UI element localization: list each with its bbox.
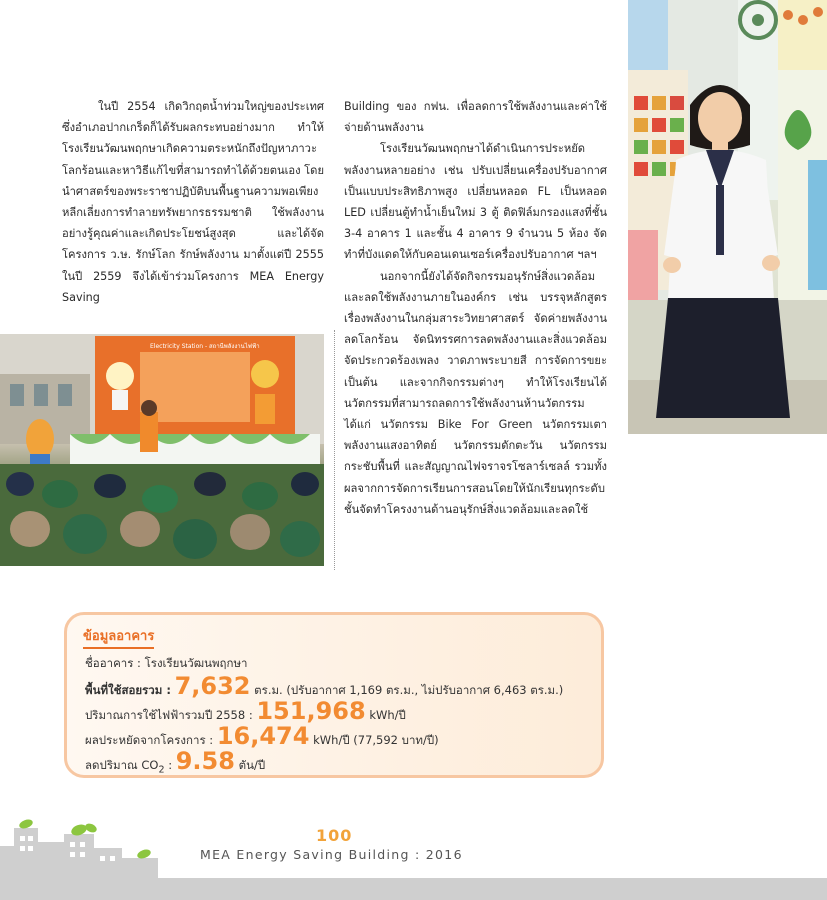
- info-box-title: ข้อมูลอาคาร: [83, 625, 154, 649]
- co2-reduction-label: ลดปริมาณ CO: [85, 758, 159, 772]
- project-saving-label: ผลประหยัดจากโครงการ :: [85, 733, 214, 747]
- project-saving-suffix: kWh/ปี (77,592 บาท/ปี): [313, 733, 439, 747]
- page-number: 100: [316, 826, 353, 845]
- building-name-row: ชื่ออาคาร : โรงเรียนวัฒนพฤกษา: [85, 656, 248, 670]
- co2-reduction-unit: ตัน/ปี: [238, 758, 266, 772]
- project-saving-row: [85, 722, 439, 750]
- city-skyline-icon: [0, 812, 170, 882]
- co2-reduction-value: 9.58: [175, 747, 235, 775]
- electricity-use-unit: kWh/ปี: [369, 708, 406, 722]
- column-divider: [334, 330, 335, 570]
- co2-reduction-row: [85, 747, 265, 775]
- usable-area-suffix: ตร.ม. (ปรับอากาศ 1,169 ตร.ม., ไม่ปรับอากาศ 6,463 ตร.ม.): [254, 683, 564, 697]
- article-paragraph-measures: โรงเรียนวัฒนพฤกษาได้ดำเนินการประหยัดพลังงานหลายอย่าง เช่น ปรับเปลี่ยนเครื่องปรับอากาศเป็นแบบประสิทธิภาพสูง เปลี่ยนหลอด FL เป็นหลอด LED เปลี่ยนตู้ทำน้ำเย็นใหม่ 3 ตู้ ติดฟิล์มกรองแสงที่ชั้น 3-4 อาคาร 1 และชั้น 4 อาคาร 9 จำนวน 5 ห้อง จัดทำที่บังแดดให้กับคอนเดนเซอร์เครื่องปรับอากาศ ฯลฯ: [344, 142, 607, 262]
- electricity-use-label: ปริมาณการใช้ไฟฟ้ารวมปี 2558 :: [85, 708, 253, 722]
- footer-title: MEA Energy Saving Building : 2016: [200, 847, 463, 862]
- co2-colon: :: [164, 758, 173, 772]
- article-right-column: [344, 96, 607, 520]
- article-paragraph-intro: ในปี 2554 เกิดวิกฤตน้ำท่วมใหญ่ของประเทศ ซึ่งอำเภอปากเกร็ดก็ได้รับผลกระทบอย่างมาก ทำให้โรงเรียนวัฒนพฤกษาเกิดความตระหนักถึงปัญหาภาวะโลกร้อนและหาวิธีแก้ไขที่สามารถทำได้ด้วยตนเอง โดยนำศาสตร์ของพระราชาปฏิบัติบนพื้นฐานความพอเพียง หลีกเลี่ยงการทำลายทรัพยากรธรรมชาติ ใช้พลังงานอย่างรู้คุณค่าและเกิดประโยชน์สูงสุด และได้จัดโครงการ ว.ษ. รักษ์โลก รักษ์พลังงาน มาตั้งแต่ปี 2555 ในปี 2559 จึงได้เข้าร่วมโครงการ MEA Energy Saving: [62, 100, 324, 304]
- event-photo-illustration: [0, 334, 324, 566]
- article-paragraph-continued: Building ของ กฟน. เพื่อลดการใช้พลังงานและค่าใช้จ่ายด้านพลังงาน: [344, 100, 607, 135]
- student-presenting-photo: [628, 0, 827, 434]
- article-paragraph-activities: นอกจากนี้ยังได้จัดกิจกรรมอนุรักษ์สิ่งแวดล้อมและลดใช้พลังงานภายในองค์กร เช่น บรรจุหลักสูตรเรื่องพลังงานในกลุ่มสาระวิทยาศาสตร์ จัดค่ายพลังงานลดโลกร้อน จัดนิทรรศการลดพลังงานและสิ่งแวดล้อม จัดประกวดร้องเพลง วาดภาพระบายสี การจัดการขยะ เป็นต้น และจากกิจกรรมต่างๆ ทำให้โรงเรียนได้นวัตกรรมที่สามารถลดการใช้พลังงานห้านวัตกรรม ได้แก่ นวัตกรรม Bike For Green นวัตกรรมเตาพลังงานแสงอาทิตย์ นวัตกรรมดักตะวัน นวัตกรรมกระชับพื้นที่ และสัญญาณไฟจราจรโซลาร์เซลล์ รวมทั้งผลจากการจัดการเรียนการสอนโดยให้นักเรียนทุกระดับชั้นจัดทำโครงงานด้านอนุรักษ์สิ่งแวดล้อมและลดใช้: [344, 269, 607, 516]
- electricity-use-value: 151,968: [256, 697, 366, 725]
- usable-area-label: พื้นที่ใช้สอยรวม :: [85, 683, 171, 697]
- school-event-photo: [0, 334, 324, 566]
- article-left-column: [62, 96, 324, 308]
- student-photo-illustration: [628, 0, 827, 434]
- usable-area-value: 7,632: [174, 672, 251, 700]
- event-board-text: Electricity Station - สถานีพลังงานไฟฟ้า: [150, 343, 260, 350]
- footer-band: [0, 878, 827, 900]
- electricity-use-row: [85, 697, 406, 725]
- project-saving-value: 16,474: [216, 722, 310, 750]
- usable-area-row: [85, 672, 563, 700]
- co2-subscript: 2: [158, 764, 165, 776]
- building-info-box: [64, 612, 604, 778]
